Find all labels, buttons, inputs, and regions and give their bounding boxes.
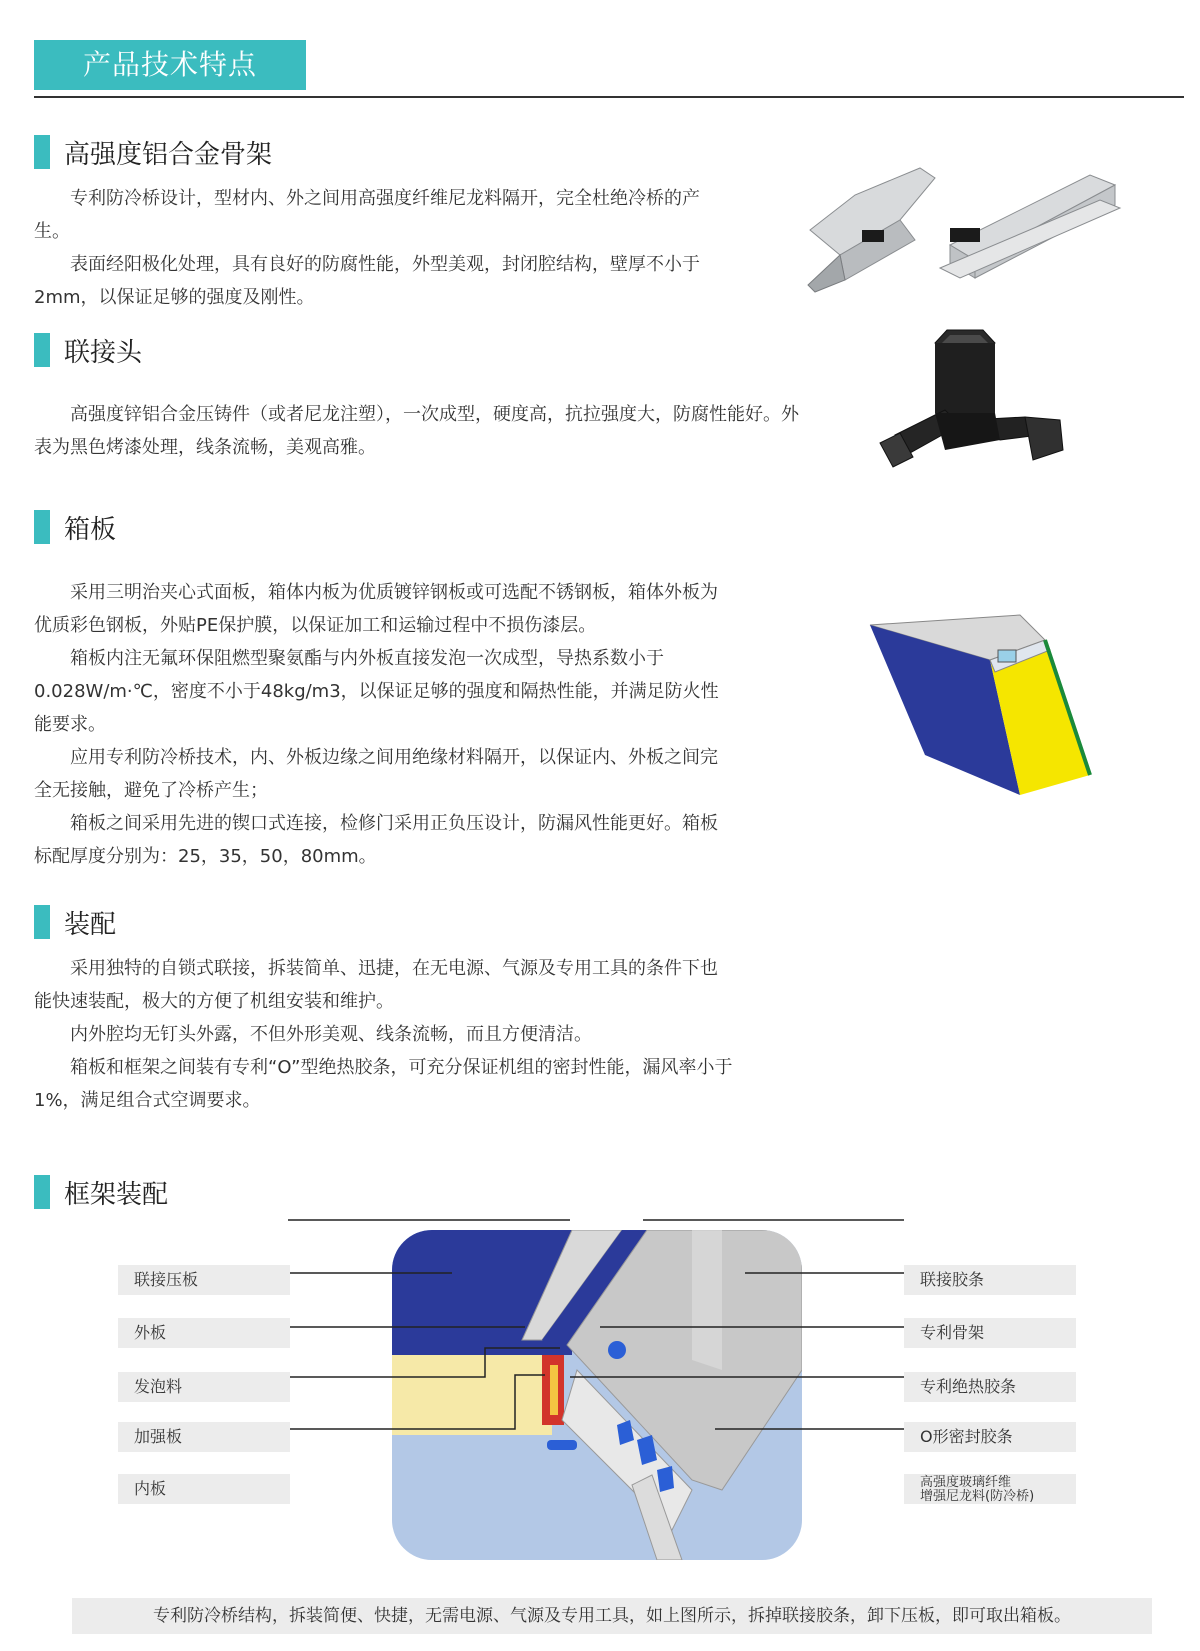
section-heading-frame [34, 135, 272, 169]
label-glass-fiber-nylon [904, 1474, 1076, 1504]
label-line: 高强度玻璃纤维 [920, 1475, 1012, 1490]
section-body-frame [34, 182, 734, 314]
paragraph: 采用独特的自锁式联接，拆装简单、迅捷，在无电源、气源及专用工具的条件下也能快速装配，极大的方便了机组安装和维护。 [34, 958, 718, 1012]
label-line: 增强尼龙料(防冷桥) [920, 1489, 1035, 1504]
label-patent-frame: 专利骨架 [904, 1318, 1076, 1348]
heading-bar [34, 333, 50, 367]
label-foam: 发泡料 [118, 1372, 290, 1402]
paragraph: 应用专利防冷桥技术，内、外板边缘之间用绝缘材料隔开，以保证内、外板之间完全无接触，避免了冷桥产生； [34, 747, 718, 801]
label-insulation-strip: 专利绝热胶条 [904, 1372, 1076, 1402]
aluminum-profile-image [800, 160, 1140, 300]
label-connection-strip: 联接胶条 [904, 1265, 1076, 1295]
section-body-assembly [34, 952, 734, 1117]
heading-bar [34, 135, 50, 169]
diagram-caption: 专利防冷桥结构，拆装简便、快捷，无需电源、气源及专用工具，如上图所示，拆掉联接胶条，卸下压板，即可取出箱板。 [72, 1598, 1152, 1634]
paragraph: 箱板之间采用先进的锲口式连接，检修门采用正负压设计，防漏风性能更好。箱板标配厚度分别为：25，35，50，80mm。 [34, 813, 718, 867]
paragraph: 箱板和框架之间装有专利“O”型绝热胶条，可充分保证机组的密封性能，漏风率小于1%，满足组合式空调要求。 [34, 1057, 733, 1111]
section-body-panel [34, 576, 734, 873]
label-connection-plate: 联接压板 [118, 1265, 290, 1295]
section-heading-assembly [34, 905, 116, 939]
heading-title: 框架装配 [64, 1179, 169, 1210]
heading-title: 高强度铝合金骨架 [64, 139, 273, 170]
paragraph: 专利防冷桥设计，型材内、外之间用高强度纤维尼龙料隔开，完全杜绝冷桥的产生。 [34, 188, 700, 242]
heading-title: 箱板 [64, 514, 117, 545]
paragraph: 高强度锌铝合金压铸件（或者尼龙注塑），一次成型，硬度高，抗拉强度大，防腐性能好。外表为黑色烤漆处理，线条流畅，美观高雅。 [34, 404, 799, 458]
heading-bar [34, 510, 50, 544]
diagram-leader-lines [0, 1200, 1200, 1500]
section-heading-panel [34, 510, 116, 544]
section-banner: 产品技术特点 [34, 40, 306, 90]
section-heading-joint [34, 333, 142, 367]
label-reinforcement-plate: 加强板 [118, 1422, 290, 1452]
connector-joint-image [875, 325, 1065, 495]
sandwich-panel-image [860, 600, 1110, 810]
heading-title: 联接头 [64, 337, 143, 368]
heading-title: 装配 [64, 909, 117, 940]
paragraph: 采用三明治夹心式面板，箱体内板为优质镀锌钢板或可选配不锈钢板，箱体外板为优质彩色钢板，外贴PE保护膜，以保证加工和运输过程中不损伤漆层。 [34, 582, 718, 636]
section-body-joint [34, 398, 804, 464]
label-inner-panel: 内板 [118, 1474, 290, 1504]
label-outer-panel: 外板 [118, 1318, 290, 1348]
heading-bar [34, 905, 50, 939]
paragraph: 箱板内注无氟环保阻燃型聚氨酯与内外板直接发泡一次成型，导热系数小于0.028W/m·℃，密度不小于48kg/m3，以保证足够的强度和隔热性能，并满足防火性能要求。 [34, 648, 719, 735]
header-rule [34, 96, 1184, 98]
paragraph: 表面经阳极化处理，具有良好的防腐性能，外型美观，封闭腔结构，壁厚不小于2mm，以保证足够的强度及刚性。 [34, 254, 700, 308]
paragraph: 内外腔均无钉头外露，不但外形美观、线条流畅，而且方便清洁。 [70, 1024, 592, 1045]
label-o-seal-strip: O形密封胶条 [904, 1422, 1076, 1452]
